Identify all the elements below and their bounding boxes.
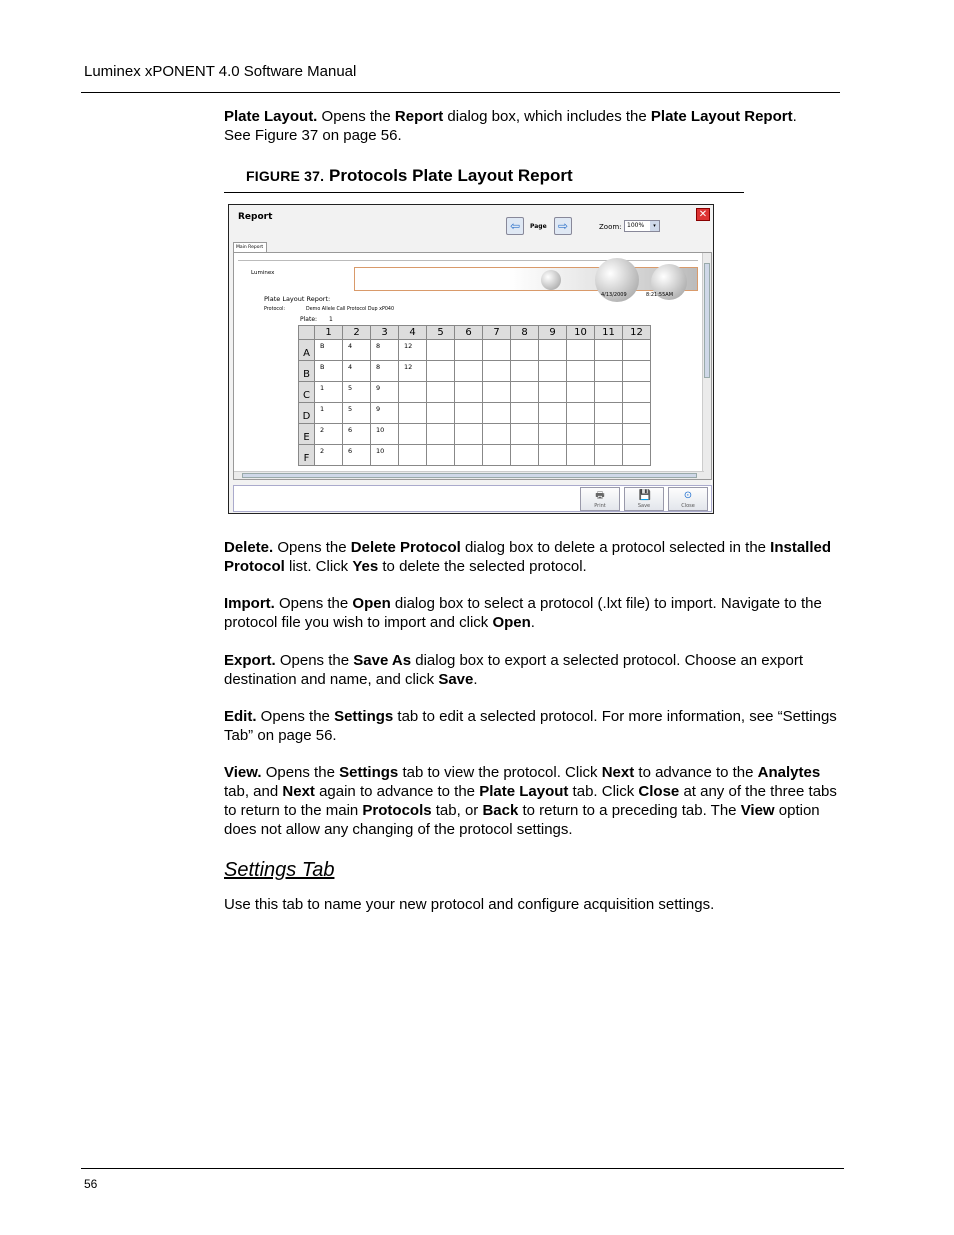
well-cell: 1: [315, 382, 343, 403]
row-header: E: [299, 424, 315, 445]
header-rule: [81, 92, 840, 93]
row-header: D: [299, 403, 315, 424]
well-cell: 4: [343, 340, 371, 361]
table-row: [299, 424, 651, 445]
well-cell: [455, 361, 483, 382]
well-cell: B: [315, 340, 343, 361]
well-cell: [483, 445, 511, 466]
table-row: [299, 403, 651, 424]
column-header: 7: [483, 326, 511, 340]
well-cell: 12: [399, 361, 427, 382]
page-label: Page: [530, 223, 547, 230]
well-cell: [567, 445, 595, 466]
column-header: 12: [623, 326, 651, 340]
well-cell: [539, 445, 567, 466]
column-header: 1: [315, 326, 343, 340]
well-cell: [595, 424, 623, 445]
well-cell: 9: [371, 382, 399, 403]
vertical-scrollbar[interactable]: [702, 253, 711, 480]
row-header: B: [299, 361, 315, 382]
well-cell: [623, 340, 651, 361]
well-cell: [567, 424, 595, 445]
report-dialog-screenshot: [228, 204, 714, 514]
term-import: Import.: [224, 595, 275, 612]
row-header: F: [299, 445, 315, 466]
column-header: 4: [399, 326, 427, 340]
arrow-left-icon: ⇦: [509, 219, 521, 233]
well-cell: [511, 424, 539, 445]
table-row: [299, 361, 651, 382]
figure-rule: [224, 192, 744, 193]
well-cell: [399, 445, 427, 466]
import-paragraph: Import. Opens the Open dialog box to select a protocol (.lxt file) to import. Navigate to the protocol file you wish to import and click Open.: [224, 595, 822, 631]
protocol-label: Protocol:: [264, 307, 285, 312]
term-plate-layout: Plate Layout.: [224, 108, 318, 125]
well-cell: [539, 424, 567, 445]
well-cell: [455, 340, 483, 361]
well-cell: [595, 340, 623, 361]
well-cell: [427, 445, 455, 466]
well-cell: [623, 424, 651, 445]
settings-tab-heading: Settings Tab: [224, 859, 335, 881]
well-cell: [455, 403, 483, 424]
well-cell: [455, 382, 483, 403]
well-cell: [483, 361, 511, 382]
well-cell: [595, 361, 623, 382]
well-cell: [399, 382, 427, 403]
column-header: 8: [511, 326, 539, 340]
edit-paragraph: Edit. Opens the Settings tab to edit a selected protocol. For more information, see “Settings Tab” on page 56.: [224, 708, 837, 744]
footer-rule: [81, 1168, 844, 1169]
horizontal-scrollbar[interactable]: [234, 471, 704, 479]
well-cell: [567, 361, 595, 382]
figure-reference: See Figure 37 on page 56.: [224, 127, 402, 144]
well-cell: [623, 382, 651, 403]
row-header: A: [299, 340, 315, 361]
well-cell: 6: [343, 424, 371, 445]
well-cell: [511, 445, 539, 466]
well-cell: 5: [343, 382, 371, 403]
arrow-right-icon: ⇨: [557, 219, 569, 233]
well-cell: 8: [371, 340, 399, 361]
well-cell: 9: [371, 403, 399, 424]
previous-page-button[interactable]: [506, 217, 524, 235]
well-cell: [399, 424, 427, 445]
table-row: [299, 340, 651, 361]
page-number: 56: [84, 1177, 98, 1191]
chevron-down-icon: ▾: [650, 221, 659, 231]
well-cell: [427, 361, 455, 382]
well-cell: 4: [343, 361, 371, 382]
zoom-value: 100%: [627, 222, 645, 229]
report-title: Plate Layout Report:: [264, 295, 331, 303]
well-cell: [567, 403, 595, 424]
well-cell: 1: [315, 403, 343, 424]
dialog-button-bar: [233, 485, 712, 512]
table-row: [299, 445, 651, 466]
plate-value: 1: [329, 316, 333, 323]
well-cell: [623, 445, 651, 466]
report-banner: [354, 267, 698, 291]
well-cell: 6: [343, 445, 371, 466]
well-cell: [483, 403, 511, 424]
well-cell: [539, 361, 567, 382]
term-export: Export.: [224, 652, 276, 669]
well-cell: [455, 445, 483, 466]
zoom-select[interactable]: [624, 220, 660, 232]
banner-sphere: [541, 270, 561, 290]
well-cell: [623, 361, 651, 382]
well-cell: [567, 340, 595, 361]
well-cell: [511, 403, 539, 424]
running-header: Luminex xPONENT 4.0 Software Manual: [84, 63, 357, 80]
well-cell: B: [315, 361, 343, 382]
well-cell: 10: [371, 424, 399, 445]
protocol-value: Demo Allele Call Protocol Dup xP040: [306, 307, 395, 312]
figure-number: FIGURE 37.: [246, 168, 325, 184]
dialog-title: Report: [238, 212, 273, 222]
next-page-button[interactable]: [554, 217, 572, 235]
print-button[interactable]: 🖶 Print: [580, 487, 620, 511]
report-time: 8:21:55AM: [646, 292, 674, 298]
scroll-thumb[interactable]: [704, 263, 710, 378]
view-paragraph: View. Opens the Settings tab to view the protocol. Click Next to advance to the Analytes tab, and Next again to advance to the Plate Layout tab. Click Close at any of the three tabs to return to the main Protocols tab, or Back to return to a preceding tab. The View option does not allow any changing of the protocol settings.: [224, 764, 837, 838]
column-header: 5: [427, 326, 455, 340]
well-cell: [399, 403, 427, 424]
well-cell: [511, 340, 539, 361]
term-view: View.: [224, 764, 262, 781]
term-edit: Edit.: [224, 708, 257, 725]
well-cell: [539, 403, 567, 424]
figure-title: Protocols Plate Layout Report: [328, 166, 573, 185]
plate-label: Plate:: [300, 316, 318, 323]
close-button[interactable]: ⊙ Close: [668, 487, 708, 511]
column-header: 6: [455, 326, 483, 340]
report-date: 4/13/2009: [601, 292, 627, 298]
well-cell: [427, 340, 455, 361]
save-icon: 💾: [638, 490, 651, 501]
well-cell: [539, 340, 567, 361]
well-cell: [483, 424, 511, 445]
save-button[interactable]: 💾 Save: [624, 487, 664, 511]
column-header: 11: [595, 326, 623, 340]
close-icon[interactable]: ✕: [696, 208, 710, 221]
well-cell: [427, 403, 455, 424]
column-header: 3: [371, 326, 399, 340]
well-cell: [623, 403, 651, 424]
well-cell: 8: [371, 361, 399, 382]
close-circle-icon: ⊙: [683, 490, 693, 501]
column-header: 9: [539, 326, 567, 340]
well-cell: 2: [315, 445, 343, 466]
plate-layout-paragraph: Plate Layout. Opens the Report dialog box, which includes the Plate Layout Report. See Figure 37 on page 56.: [224, 108, 797, 144]
well-cell: 10: [371, 445, 399, 466]
well-cell: [483, 340, 511, 361]
column-header: 10: [567, 326, 595, 340]
tab-main-report[interactable]: Main Report: [233, 242, 267, 253]
well-cell: 12: [399, 340, 427, 361]
well-cell: [595, 403, 623, 424]
brand-label: Luminex: [251, 270, 275, 276]
export-paragraph: Export. Opens the Save As dialog box to export a selected protocol. Choose an export destination and name, and click Save.: [224, 652, 803, 688]
delete-paragraph: Delete. Opens the Delete Protocol dialog box to delete a protocol selected in the Installed Protocol list. Click Yes to delete the selected protocol.: [224, 539, 832, 575]
well-cell: 5: [343, 403, 371, 424]
report-pane: [233, 252, 712, 480]
scroll-thumb[interactable]: [242, 473, 697, 478]
row-header: C: [299, 382, 315, 403]
print-icon: 🖶: [595, 490, 605, 501]
well-cell: [427, 382, 455, 403]
well-cell: [595, 445, 623, 466]
well-cell: [455, 424, 483, 445]
table-row: [299, 382, 651, 403]
well-cell: [483, 382, 511, 403]
well-cell: 2: [315, 424, 343, 445]
well-cell: [427, 424, 455, 445]
zoom-label: Zoom:: [599, 223, 622, 231]
well-cell: [595, 382, 623, 403]
well-cell: [567, 382, 595, 403]
well-cell: [511, 382, 539, 403]
plate-layout-grid: [298, 325, 651, 466]
figure-caption: [246, 166, 573, 186]
grid-corner: [299, 326, 315, 340]
well-cell: [539, 382, 567, 403]
well-cell: [511, 361, 539, 382]
term-delete: Delete.: [224, 539, 274, 556]
column-header: 2: [343, 326, 371, 340]
settings-tab-paragraph: Use this tab to name your new protocol and configure acquisition settings.: [224, 896, 715, 913]
